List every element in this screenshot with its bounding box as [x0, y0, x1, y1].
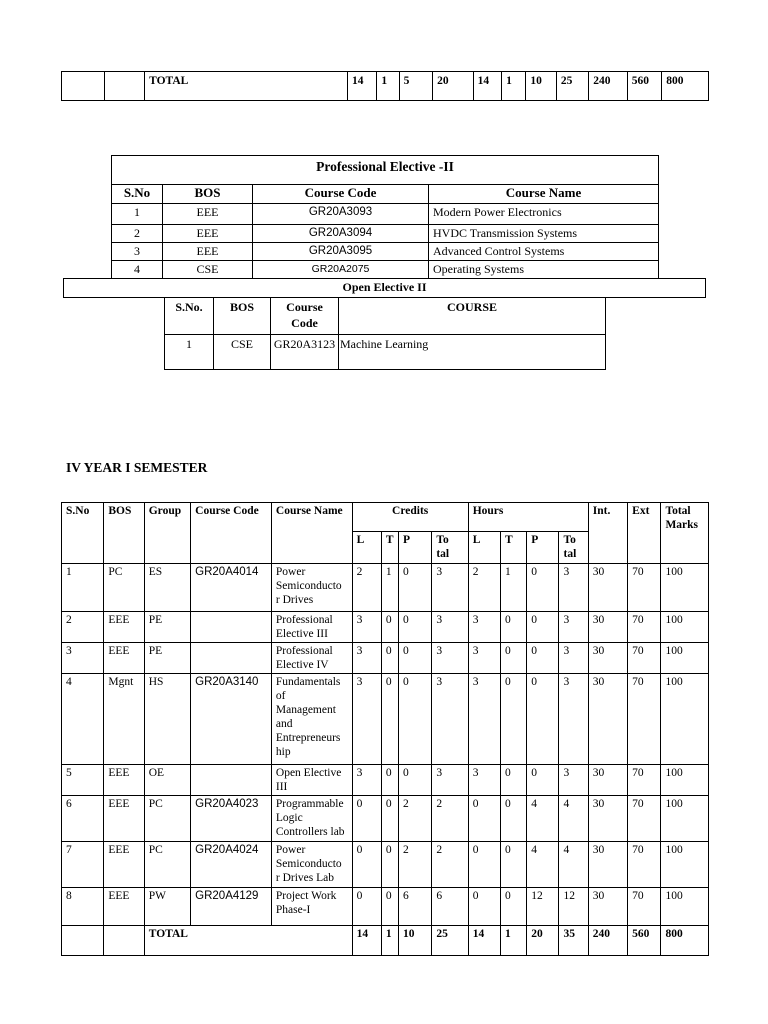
cell-course-name: Professional Elective III: [271, 612, 352, 643]
cell-empty: [62, 72, 105, 101]
cell-credit-t: 0: [381, 674, 398, 765]
cell-total-marks: 100: [661, 765, 709, 796]
column-header: Ext: [628, 503, 661, 564]
column-subheader: T: [500, 532, 526, 564]
cell-hours-t: 0: [500, 888, 526, 926]
column-header: Group: [144, 503, 190, 564]
table-row: [62, 796, 709, 842]
cell-credit-p: 0: [399, 612, 432, 643]
cell-credit-t: 0: [381, 643, 398, 674]
column-header: Course Code: [271, 298, 339, 335]
cell-course-code: GR20A4014: [191, 564, 272, 612]
cell-credit-l: 2: [352, 564, 381, 612]
total-cell: 20: [433, 72, 474, 101]
total-cell: 560: [628, 926, 661, 956]
cell-sno: 7: [62, 842, 104, 888]
cell-credit-t: 0: [381, 842, 398, 888]
cell-hours-total: 3: [559, 643, 588, 674]
cell-course-code: GR20A4023: [191, 796, 272, 842]
cell-group: PE: [144, 612, 190, 643]
cell-bos: CSE: [214, 335, 271, 370]
cell-course-name: Modern Power Electronics: [429, 204, 659, 225]
cell-credit-t: 1: [381, 564, 398, 612]
cell-sno: 1: [165, 335, 214, 370]
cell-credit-total: 2: [432, 842, 468, 888]
total-label: TOTAL: [144, 926, 352, 956]
cell-credit-total: 6: [432, 888, 468, 926]
cell-bos: EEE: [104, 643, 144, 674]
cell-credit-p: 0: [399, 674, 432, 765]
cell-credit-total: 3: [432, 674, 468, 765]
column-subheader: P: [527, 532, 559, 564]
cell-credit-p: 6: [399, 888, 432, 926]
cell-credit-total: 3: [432, 564, 468, 612]
total-cell: 1: [502, 72, 526, 101]
cell-credit-total: 2: [432, 796, 468, 842]
total-label: TOTAL: [145, 72, 348, 101]
open-elective-title: Open Elective II: [63, 278, 706, 298]
cell-hours-t: 0: [500, 796, 526, 842]
column-header: BOS: [163, 185, 253, 204]
cell-course-code: [191, 612, 272, 643]
cell-course-code: GR20A3140: [191, 674, 272, 765]
cell-hours-total: 12: [559, 888, 588, 926]
table-row: [62, 765, 709, 796]
total-cell: 240: [588, 926, 627, 956]
cell-credit-l: 3: [352, 765, 381, 796]
table-title: Professional Elective -II: [112, 156, 659, 185]
cell-hours-p: 0: [527, 765, 559, 796]
cell-group: PC: [144, 796, 190, 842]
cell-group: PW: [144, 888, 190, 926]
cell-course-name: Professional Elective IV: [271, 643, 352, 674]
total-cell: 14: [468, 926, 500, 956]
column-header: S.No: [62, 503, 104, 564]
cell-ext: 70: [628, 796, 661, 842]
cell-bos: EEE: [104, 765, 144, 796]
cell-credit-t: 0: [381, 765, 398, 796]
cell-ext: 70: [628, 674, 661, 765]
table-row: [62, 612, 709, 643]
cell-hours-l: 0: [468, 842, 500, 888]
total-cell: 14: [347, 72, 376, 101]
cell-credit-l: 3: [352, 674, 381, 765]
cell-hours-p: 4: [527, 842, 559, 888]
cell-sno: 4: [62, 674, 104, 765]
total-cell: 5: [399, 72, 432, 101]
cell-sno: 8: [62, 888, 104, 926]
table-row: [62, 888, 709, 926]
cell-int: 30: [588, 888, 627, 926]
cell-sno: 3: [62, 643, 104, 674]
cell-course-name: Open Elective III: [271, 765, 352, 796]
cell-hours-total: 4: [559, 796, 588, 842]
cell-credit-l: 3: [352, 643, 381, 674]
total-cell: 10: [526, 72, 556, 101]
cell-sno: 6: [62, 796, 104, 842]
cell-hours-l: 3: [468, 643, 500, 674]
column-header: Total Marks: [661, 503, 709, 564]
cell-hours-l: 0: [468, 888, 500, 926]
cell-course-name: Fundamentals of Management and Entrepreneurs hip: [271, 674, 352, 765]
cell-hours-l: 3: [468, 612, 500, 643]
cell-bos: EEE: [104, 796, 144, 842]
cell-credit-l: 0: [352, 842, 381, 888]
cell-course-code: GR20A2075: [253, 261, 429, 279]
cell-sno: 2: [62, 612, 104, 643]
total-cell: 20: [527, 926, 559, 956]
cell-ext: 70: [628, 643, 661, 674]
cell-bos: Mgnt: [104, 674, 144, 765]
cell-bos: CSE: [163, 261, 253, 279]
cell-hours-total: 4: [559, 842, 588, 888]
cell-sno: 5: [62, 765, 104, 796]
table-row: [165, 335, 606, 370]
column-header: S.No.: [165, 298, 214, 335]
cell-total-marks: 100: [661, 796, 709, 842]
cell-hours-t: 0: [500, 612, 526, 643]
cell-credit-total: 3: [432, 765, 468, 796]
cell-int: 30: [588, 796, 627, 842]
cell-course-code: GR20A3095: [253, 243, 429, 261]
cell-credit-p: 2: [399, 842, 432, 888]
cell-credit-p: 2: [399, 796, 432, 842]
cell-course-name: Power Semiconducto r Drives: [271, 564, 352, 612]
table-row: [112, 243, 659, 261]
cell-sno: 1: [112, 204, 163, 225]
cell-course-name: Operating Systems: [429, 261, 659, 279]
cell-credit-l: 0: [352, 888, 381, 926]
cell-course-code: GR20A3094: [253, 225, 429, 243]
cell-group: PE: [144, 643, 190, 674]
cell-hours-p: 0: [527, 674, 559, 765]
cell-hours-total: 3: [559, 564, 588, 612]
cell-int: 30: [588, 612, 627, 643]
cell-ext: 70: [628, 842, 661, 888]
cell-course-name: Machine Learning: [339, 335, 606, 370]
total-cell: 10: [399, 926, 432, 956]
column-header: Course Name: [271, 503, 352, 564]
cell-course-code: GR20A4024: [191, 842, 272, 888]
header-row: [62, 503, 709, 532]
cell-hours-p: 0: [527, 612, 559, 643]
cell-course-code: GR20A3123: [271, 335, 339, 370]
column-subheader: T: [381, 532, 398, 564]
cell-int: 30: [588, 643, 627, 674]
table-row: [112, 261, 659, 279]
cell-hours-l: 3: [468, 765, 500, 796]
total-cell: 800: [661, 926, 709, 956]
column-subheader: P: [399, 532, 432, 564]
cell-int: 30: [588, 765, 627, 796]
cell-credit-t: 0: [381, 796, 398, 842]
cell-credit-p: 0: [399, 765, 432, 796]
table-row: [62, 842, 709, 888]
total-cell: 560: [627, 72, 661, 101]
cell-group: OE: [144, 765, 190, 796]
table-row: [62, 643, 709, 674]
column-header: BOS: [104, 503, 144, 564]
table-row: [62, 564, 709, 612]
cell-hours-t: 0: [500, 674, 526, 765]
cell-group: PC: [144, 842, 190, 888]
cell-hours-t: 0: [500, 643, 526, 674]
cell-hours-t: 0: [500, 765, 526, 796]
cell-int: 30: [588, 564, 627, 612]
cell-sno: 1: [62, 564, 104, 612]
cell-group: ES: [144, 564, 190, 612]
cell-total-marks: 100: [661, 564, 709, 612]
column-subheader: L: [352, 532, 381, 564]
cell-sno: 3: [112, 243, 163, 261]
column-header: Int.: [588, 503, 627, 564]
cell-int: 30: [588, 674, 627, 765]
cell-bos: EEE: [104, 842, 144, 888]
column-header: BOS: [214, 298, 271, 335]
cell-total-marks: 100: [661, 842, 709, 888]
total-cell: 35: [559, 926, 588, 956]
total-row: [62, 926, 709, 956]
column-header: COURSE: [339, 298, 606, 335]
cell-credit-l: 0: [352, 796, 381, 842]
cell-total-marks: 100: [661, 643, 709, 674]
cell-group: HS: [144, 674, 190, 765]
cell-bos: PC: [104, 564, 144, 612]
cell-total-marks: 100: [661, 612, 709, 643]
cell-credit-t: 0: [381, 888, 398, 926]
cell-ext: 70: [628, 765, 661, 796]
total-cell: 14: [473, 72, 501, 101]
cell-hours-l: 3: [468, 674, 500, 765]
cell-course-name: Programmable Logic Controllers lab: [271, 796, 352, 842]
cell-credit-p: 0: [399, 643, 432, 674]
cell-ext: 70: [628, 612, 661, 643]
column-subheader: L: [468, 532, 500, 564]
professional-elective-table: [111, 155, 659, 279]
cell-hours-p: 0: [527, 564, 559, 612]
cell-hours-total: 3: [559, 765, 588, 796]
table-row: [112, 225, 659, 243]
column-header: Hours: [468, 503, 588, 532]
cell-course-name: Advanced Control Systems: [429, 243, 659, 261]
cell-hours-l: 0: [468, 796, 500, 842]
cell-empty: [104, 926, 144, 956]
total-cell: 1: [500, 926, 526, 956]
cell-course-code: GR20A3093: [253, 204, 429, 225]
total-cell: 25: [556, 72, 588, 101]
cell-bos: EEE: [104, 612, 144, 643]
cell-empty: [62, 926, 104, 956]
total-cell: 1: [381, 926, 398, 956]
cell-hours-total: 3: [559, 674, 588, 765]
cell-total-marks: 100: [661, 674, 709, 765]
cell-sno: 4: [112, 261, 163, 279]
cell-credit-l: 3: [352, 612, 381, 643]
total-row: [62, 72, 709, 101]
cell-course-code: [191, 643, 272, 674]
table-row: [62, 674, 709, 765]
cell-ext: 70: [628, 564, 661, 612]
cell-hours-p: 4: [527, 796, 559, 842]
cell-bos: EEE: [163, 204, 253, 225]
cell-empty: [104, 72, 145, 101]
cell-hours-p: 0: [527, 643, 559, 674]
cell-sno: 2: [112, 225, 163, 243]
cell-hours-l: 2: [468, 564, 500, 612]
cell-course-code: [191, 765, 272, 796]
cell-course-name: HVDC Transmission Systems: [429, 225, 659, 243]
total-cell: 25: [432, 926, 468, 956]
cell-bos: EEE: [163, 243, 253, 261]
column-header: Course Code: [191, 503, 272, 564]
cell-bos: EEE: [104, 888, 144, 926]
previous-semester-total-table: [61, 71, 709, 101]
column-subheader: To tal: [432, 532, 468, 564]
column-header: Course Name: [429, 185, 659, 204]
total-cell: 800: [662, 72, 709, 101]
cell-hours-total: 3: [559, 612, 588, 643]
cell-credit-total: 3: [432, 612, 468, 643]
semester-course-table: [61, 502, 709, 956]
semester-heading: IV YEAR I SEMESTER: [66, 460, 208, 475]
cell-credit-t: 0: [381, 612, 398, 643]
table-row: [112, 204, 659, 225]
cell-course-name: Power Semiconducto r Drives Lab: [271, 842, 352, 888]
column-header: S.No: [112, 185, 163, 204]
column-subheader: To tal: [559, 532, 588, 564]
cell-ext: 70: [628, 888, 661, 926]
cell-credit-p: 0: [399, 564, 432, 612]
column-header: Course Code: [253, 185, 429, 204]
total-cell: 1: [377, 72, 399, 101]
cell-course-name: Project Work Phase-I: [271, 888, 352, 926]
cell-int: 30: [588, 842, 627, 888]
cell-hours-t: 1: [500, 564, 526, 612]
column-header: Credits: [352, 503, 468, 532]
cell-hours-p: 12: [527, 888, 559, 926]
open-elective-table: [164, 297, 606, 370]
total-cell: 14: [352, 926, 381, 956]
cell-course-code: GR20A4129: [191, 888, 272, 926]
cell-bos: EEE: [163, 225, 253, 243]
cell-hours-t: 0: [500, 842, 526, 888]
cell-total-marks: 100: [661, 888, 709, 926]
total-cell: 240: [589, 72, 628, 101]
cell-credit-total: 3: [432, 643, 468, 674]
